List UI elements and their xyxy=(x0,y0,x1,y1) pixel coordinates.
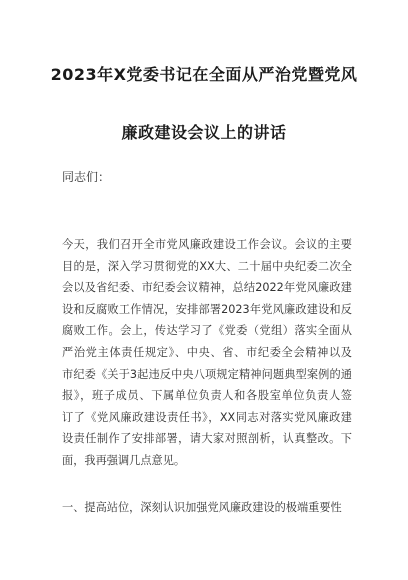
body-line: 会以及省纪委、市纪委会议精神，总结2022年党风廉政建 xyxy=(62,281,352,295)
document-title-line-1: 2023年X党委书记在全面从严治党暨党风 xyxy=(50,65,358,84)
body-line: 报》，班子成员、下属单位负责人和各股室单位负责人签 xyxy=(62,389,352,403)
body-line: 腐败工作。会上，传达学习了《党委（党组）落实全面从 xyxy=(62,324,352,338)
salutation: 同志们： xyxy=(62,170,111,184)
body-line: 严治党主体责任规定》、中央、省、市纪委全会精神以及 xyxy=(62,345,352,359)
document-title-line-2: 廉政建设会议上的讲话 xyxy=(121,123,287,142)
body-line: 设和反腐败工作情况，安排部署2023年党风廉政建设和反 xyxy=(62,302,352,316)
body-paragraph xyxy=(62,234,352,472)
body-line: 面，我再强调几点意见。 xyxy=(62,453,186,467)
body-line: 目的是，深入学习贯彻党的XX大、二十届中央纪委二次全 xyxy=(62,259,352,273)
body-line: 订了《党风廉政建设责任书》，XX同志对落实党风廉政建 xyxy=(62,410,352,424)
body-line: 市纪委《关于3起违反中央八项规定精神问题典型案例的通 xyxy=(62,367,352,381)
body-line: 今天，我们召开全市党风廉政建设工作会议。会议的主要 xyxy=(62,238,352,251)
body-line: 设责任制作了安排部署，请大家对照剖析，认真整改。下 xyxy=(62,432,352,446)
section-heading: 一、提高站位，深刻认识加强党风廉政建设的极端重要性 xyxy=(62,501,342,514)
